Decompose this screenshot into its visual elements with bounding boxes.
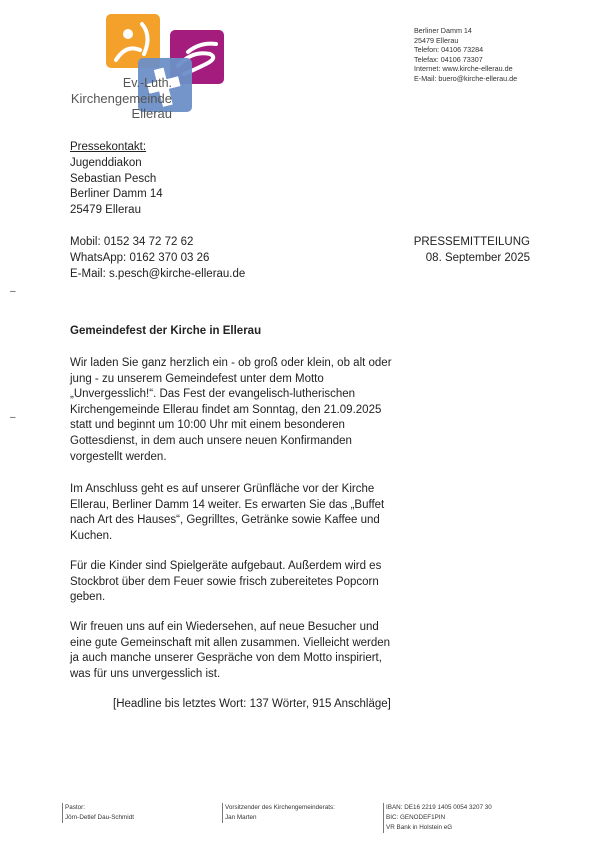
paragraph-line: Wir laden Sie ganz herzlich ein - ob groß oder klein, ob alt oder <box>70 357 392 369</box>
paragraph-line: jung - zu unserem Gemeindefest unter dem Motto <box>70 372 324 385</box>
paragraph-line: „Unvergesslich!“. Das Fest der evangelisch-lutherischen <box>70 388 356 401</box>
contact-whatsapp: WhatsApp: 0162 370 03 26 <box>70 251 210 264</box>
footer-bank-name: VR Bank in Holstein eG <box>386 824 453 831</box>
logo-line-3: Ellerau <box>131 106 172 121</box>
footer-chair-name: Jan Marten <box>225 814 257 821</box>
word-count-note: [Headline bis letztes Wort: 137 Wörter, 915 Anschläge] <box>113 698 391 710</box>
press-contact <box>70 140 163 219</box>
footer-bic: BIC: GENODEF1PIN <box>386 814 446 821</box>
paragraph-line: geben. <box>70 591 106 604</box>
article-paragraph-4 <box>70 620 400 682</box>
fold-mark: – <box>10 412 16 423</box>
footer-chair <box>222 803 335 823</box>
paragraph-line: Im Anschluss geht es auf unserer Grünfläche vor der Kirche <box>70 483 375 495</box>
press-release-label: PRESSEMITTEILUNG <box>413 236 530 248</box>
paragraph-line: Stockbrot über dem Feuer sowie frisch zubereitetes Popcorn <box>70 575 379 588</box>
article-paragraph-1 <box>70 356 400 465</box>
paragraph-line: Kuchen. <box>70 529 113 542</box>
footer-pastor <box>62 803 134 823</box>
contact-numbers <box>70 235 245 282</box>
logo-line-1: Ev.-Luth. <box>122 76 172 90</box>
article-title: Gemeindefest der Kirche in Ellerau <box>70 325 262 337</box>
footer-bank <box>383 803 492 833</box>
address-fax: Telefax: 04106 73307 <box>414 54 483 64</box>
address-phone: Telefon: 04106 73284 <box>414 45 484 55</box>
paragraph-line: vorgestellt werden. <box>70 450 167 463</box>
contact-line: Jugenddiakon <box>70 156 142 169</box>
footer-iban: IBAN: DE16 2219 1405 0054 3207 30 <box>386 804 492 811</box>
contact-line: 25479 Ellerau <box>70 204 141 217</box>
paragraph-line: Gottesdienst, in dem auch unsere neuen Konfirmanden <box>70 434 352 447</box>
header-address <box>414 26 517 84</box>
address-city: 25479 Ellerau <box>414 35 459 45</box>
paragraph-line: nach Art des Hauses“, Gegrilltes, Getränke sowie Kaffee und <box>70 514 380 527</box>
logo-line-2: Kirchengemeinde <box>70 91 172 106</box>
paragraph-line: ja auch manche unserer Gespräche von dem Motto inspiriert, <box>70 652 382 665</box>
logo-wordmark <box>62 76 172 121</box>
press-contact-label: Pressekontakt: <box>70 141 147 153</box>
contact-line: Berliner Damm 14 <box>70 188 163 201</box>
address-email: E-Mail: buero@kirche-ellerau.de <box>414 73 518 83</box>
press-release-block <box>400 235 530 267</box>
press-release-date: 08. September 2025 <box>425 251 530 264</box>
paragraph-line: Kirchengemeinde Ellerau findet am Sonntag, den 21.09.2025 <box>70 403 382 416</box>
fold-mark: – <box>10 286 16 297</box>
address-website: Internet: www.kirche-ellerau.de <box>414 64 513 74</box>
article-paragraph-2 <box>70 482 400 544</box>
paragraph-line: Für die Kinder sind Spielgeräte aufgebaut. Außerdem wird es <box>70 560 382 572</box>
paragraph-line: statt und beginnt um 10:00 Uhr mit einem besonderen <box>70 419 345 432</box>
paragraph-line: was für uns unvergesslich ist. <box>70 667 221 680</box>
paragraph-line: Ellerau, Berliner Damm 14 weiter. Es erwarten Sie das „Buffet <box>70 498 385 511</box>
contact-line: Sebastian Pesch <box>70 172 157 185</box>
footer-chair-label: Vorsitzender des Kirchengemeinderats: <box>225 804 335 811</box>
footer-pastor-label: Pastor: <box>65 804 85 811</box>
contact-mobile: Mobil: 0152 34 72 72 62 <box>70 236 194 248</box>
paragraph-line: eine gute Gemeinschaft mit allen zusammen. Vielleicht werden <box>70 636 391 649</box>
contact-email: E-Mail: s.pesch@kirche-ellerau.de <box>70 267 246 280</box>
article-paragraph-3 <box>70 559 400 606</box>
footer-pastor-name: Jörn-Detlef Dau-Schmidt <box>65 814 134 821</box>
paragraph-line: Wir freuen uns auf ein Wiedersehen, auf neue Besucher und <box>70 621 379 633</box>
address-street: Berliner Damm 14 <box>414 26 472 35</box>
